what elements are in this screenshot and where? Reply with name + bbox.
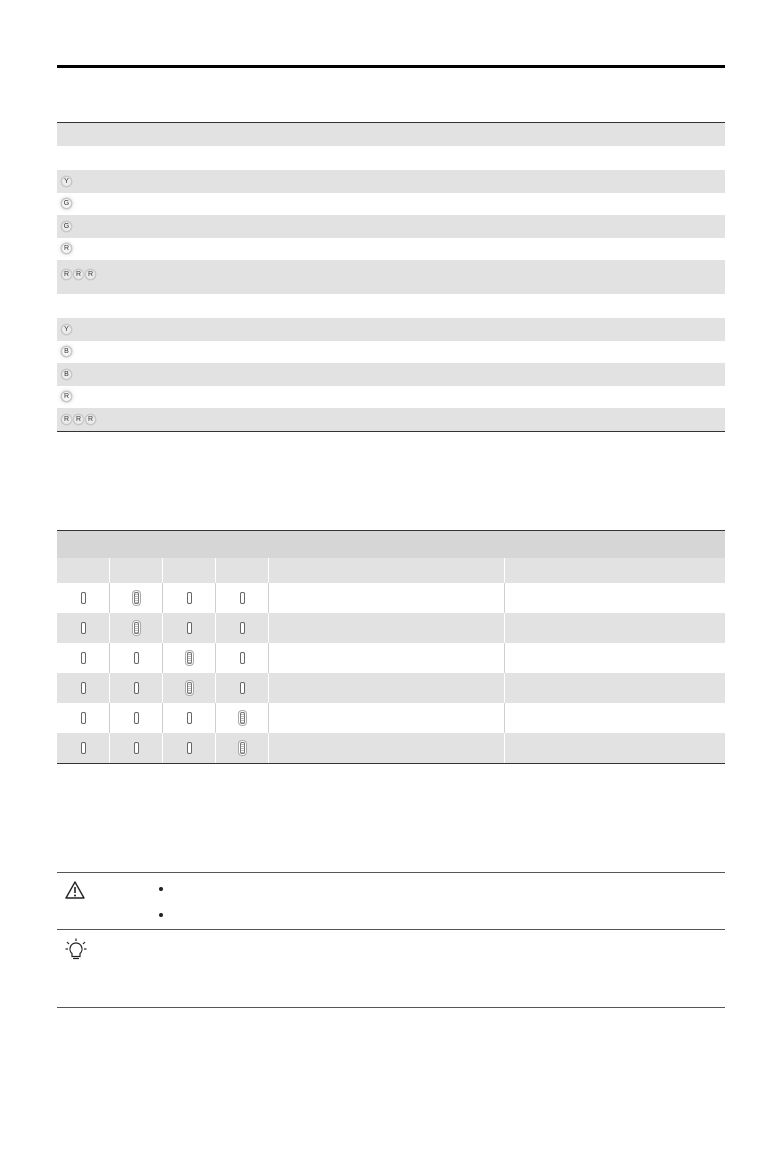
status-badge: G	[63, 200, 70, 208]
status-row-row	[57, 215, 725, 238]
led-icon	[134, 742, 139, 754]
led-cell	[269, 583, 505, 613]
status-row-row	[57, 318, 725, 341]
led-cell	[269, 673, 505, 703]
status-badge: R	[87, 415, 94, 423]
led-cell	[57, 613, 110, 643]
status-table	[57, 122, 725, 432]
bullet	[159, 887, 163, 891]
led-icon	[187, 622, 192, 634]
led-cell	[505, 613, 725, 643]
led-cell	[216, 583, 269, 613]
led-icon	[81, 652, 86, 664]
led-cell	[110, 673, 163, 703]
subheader-cell	[110, 558, 163, 583]
led-icon	[187, 592, 192, 604]
led-row	[57, 703, 725, 733]
led-cell	[163, 733, 216, 763]
led-cell	[505, 643, 725, 673]
led-cell	[110, 733, 163, 763]
led-icon	[240, 682, 245, 694]
led-row	[57, 673, 725, 703]
status-row-row	[57, 193, 725, 216]
led-cell	[57, 733, 110, 763]
subheader-cell	[269, 558, 505, 583]
top-rule	[57, 65, 725, 68]
led-cell	[57, 643, 110, 673]
status-badge: R	[63, 245, 70, 253]
subheader-cell	[57, 558, 110, 583]
led-cell	[110, 643, 163, 673]
led-table	[57, 530, 725, 764]
led-cell	[57, 583, 110, 613]
led-cell	[505, 583, 725, 613]
subheader-cell	[505, 558, 725, 583]
led-blinking-icon	[240, 742, 245, 754]
status-badge: B	[62, 370, 71, 379]
led-cell	[163, 583, 216, 613]
led-cell	[110, 703, 163, 733]
led-cell	[269, 703, 505, 733]
led-cell	[505, 673, 725, 703]
led-row	[57, 643, 725, 673]
subheader-cell	[163, 558, 216, 583]
led-icon	[240, 622, 245, 634]
subheader-cell	[216, 558, 269, 583]
led-cell	[269, 733, 505, 763]
status-badge: R	[63, 271, 70, 278]
status-row-header	[57, 123, 725, 146]
led-cell	[269, 643, 505, 673]
led-row	[57, 733, 725, 763]
status-badge: G	[63, 222, 70, 230]
status-badge: R	[75, 415, 82, 423]
led-icon	[81, 682, 86, 694]
led-row	[57, 583, 725, 613]
status-badge: Y	[62, 325, 71, 334]
led-cell	[163, 673, 216, 703]
warning-note	[57, 872, 725, 930]
led-icon	[134, 652, 139, 664]
led-cell	[216, 733, 269, 763]
led-cell	[163, 703, 216, 733]
led-cell	[57, 673, 110, 703]
status-row-row	[57, 341, 725, 364]
led-cell	[216, 643, 269, 673]
led-blinking-icon	[134, 622, 139, 634]
led-icon	[134, 682, 139, 694]
led-icon	[81, 742, 86, 754]
led-cell	[163, 643, 216, 673]
led-icon	[81, 592, 86, 604]
status-badge: R	[87, 271, 94, 278]
status-badge: Y	[62, 177, 71, 186]
led-icon	[240, 592, 245, 604]
status-badge: R	[63, 393, 70, 401]
led-cell	[57, 703, 110, 733]
status-badge: B	[62, 347, 71, 356]
led-blinking-icon	[240, 712, 245, 724]
led-icon	[134, 712, 139, 724]
status-row-row	[57, 408, 725, 431]
status-badge: R	[63, 415, 70, 423]
led-cell	[110, 613, 163, 643]
status-row-tall	[57, 260, 725, 294]
led-cell	[269, 613, 505, 643]
warning-triangle-icon	[65, 881, 85, 899]
led-cell	[216, 673, 269, 703]
led-icon	[187, 742, 192, 754]
led-blinking-icon	[134, 592, 139, 604]
status-row-row	[57, 170, 725, 193]
led-cell	[110, 583, 163, 613]
led-cell	[505, 733, 725, 763]
status-row-section	[57, 146, 725, 170]
led-icon	[240, 652, 245, 664]
led-table-subheader	[57, 558, 725, 583]
tip-note	[57, 929, 725, 1008]
bullet	[159, 913, 163, 917]
status-row-section	[57, 294, 725, 318]
status-row-row	[57, 238, 725, 261]
led-icon	[187, 712, 192, 724]
led-blinking-icon	[187, 682, 192, 694]
lightbulb-icon	[65, 938, 87, 962]
led-cell	[163, 613, 216, 643]
status-row-row	[57, 386, 725, 409]
led-icon	[81, 622, 86, 634]
led-icon	[81, 712, 86, 724]
led-cell	[505, 703, 725, 733]
led-cell	[216, 703, 269, 733]
led-blinking-icon	[187, 652, 192, 664]
led-table-header	[57, 531, 725, 558]
led-row	[57, 613, 725, 643]
led-cell	[216, 613, 269, 643]
status-row-row	[57, 363, 725, 386]
status-badge: R	[75, 271, 82, 278]
